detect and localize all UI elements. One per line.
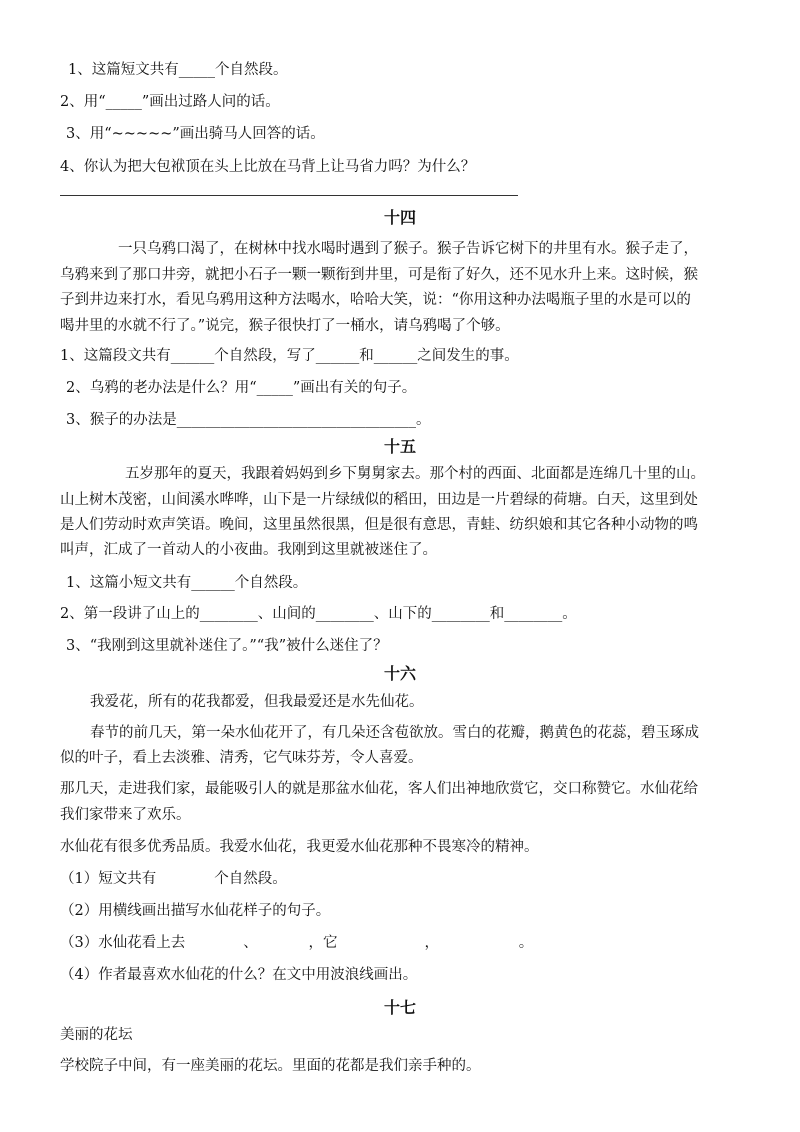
s17-paragraph-1: 学校院子中间，有一座美丽的花坛。里面的花都是我们亲手种的。 [60,1058,481,1074]
s16-question-1: （1）短文共有 个自然段。 [60,871,287,887]
section-heading-14: 十四 [383,208,416,227]
s16-question-3: （3）水仙花看上去 、 ，它 ， 。 [60,935,534,951]
s16-paragraph-3-line-2: 我们家带来了欢乐。 [60,807,191,823]
s16-question-2: （2）用横线画出描写水仙花样子的句子。 [60,903,331,919]
s17-title: 美丽的花坛 [60,1027,133,1043]
s16-paragraph-3-line-1: 那几天，走进我们家，最能吸引人的就是那盆水仙花，客人们出神地欣赏它，交口称赞它。水仙花给 [60,781,698,797]
s16-paragraph-4: 水仙花有很多优秀品质。我爱水仙花，我更爱水仙花那种不畏寒冷的精神。 [60,839,539,855]
s14-question-3: 3、猴子的办法是_________________________________。 [66,412,431,428]
section-heading-17: 十七 [383,998,416,1017]
s15-passage-line-1: 五岁那年的夏天，我跟着妈妈到乡下舅舅家去。那个村的西面、北面都是连绵几十里的山。 [125,466,705,482]
s16-paragraph-2-line-2: 似的叶子，看上去淡雅、清秀，它气味芬芳，令人喜爱。 [60,750,423,766]
s13-question-2: 2、用“_____”画出过路人问的话。 [60,94,280,110]
s15-passage-line-4: 叫声，汇成了一首动人的小夜曲。我刚到这里就被迷住了。 [60,542,437,558]
s15-question-2: 2、第一段讲了山上的________、山间的________、山下的________和________。 [60,606,577,622]
s16-paragraph-2-line-1: 春节的前几天，第一朵水仙花开了，有几朵还含苞欲放。雪白的花瓣，鹅黄色的花蕊，碧玉琢成 [90,725,699,741]
s13-question-3: 3、用“~~~~~”画出骑马人回答的话。 [66,126,325,142]
s14-question-2: 2、乌鸦的老办法是什么？用“_____”画出有关的句子。 [66,380,417,396]
s15-passage-line-3: 是人们劳动时欢声笑语。晚间，这里虽然很黑，但是很有意思，青蛙、纺织娘和其它各种小动物的鸣 [60,517,698,533]
s16-question-4: （4）作者最喜欢水仙花的什么？在文中用波浪线画出。 [60,967,418,983]
s16-paragraph-1: 我爱花，所有的花我都爱，但我最爱还是水先仙花。 [90,694,424,710]
s13-question-4: 4、你认为把大包袱顶在头上比放在马背上让马省力吗？为什么？ [60,159,476,175]
s14-question-1: 1、这篇段文共有______个自然段，写了______和______之间发生的事。 [60,348,519,364]
section-heading-15: 十五 [383,437,416,456]
s13-question-1: 1、这篇短文共有_____个自然段。 [68,62,288,78]
s14-passage-line-4: 喝井里的水就不行了。”说完，猴子很快打了一桶水，请乌鸦喝了个够。 [60,318,510,334]
s14-passage-line-3: 子到井边来打水，看见乌鸦用这种方法喝水，哈哈大笑，说：“你用这种办法喝瓶子里的水是可以的 [60,292,691,308]
answer-line [60,195,518,196]
s15-question-3: 3、“我刚到这里就补迷住了。”“我”被什么迷住了？ [66,638,388,654]
s14-passage-line-1: 一只乌鸦口渴了，在树林中找水喝时遇到了猴子。猴子告诉它树下的井里有水。猴子走了， [118,241,698,257]
s15-passage-line-2: 山上树木茂密，山间溪水哗哗，山下是一片绿绒似的稻田，田边是一片碧绿的荷塘。白天，这里到处 [60,492,698,508]
section-heading-16: 十六 [383,664,416,683]
s15-question-1: 1、这篇小短文共有______个自然段。 [66,575,308,591]
s14-passage-line-2: 乌鸦来到了那口井旁，就把小石子一颗一颗衔到井里，可是衔了好久，还不见水升上来。这时候，猴 [60,267,698,283]
